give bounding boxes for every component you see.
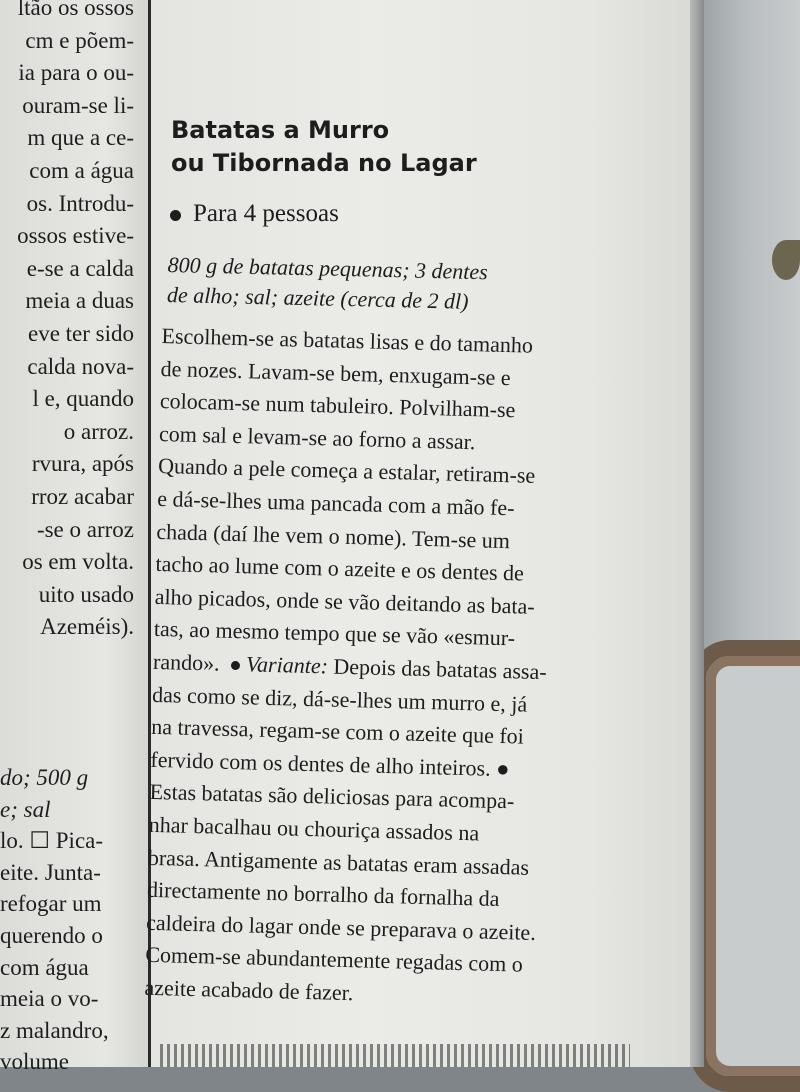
text-line: calda nova-	[27, 353, 134, 379]
variant-label: Variante:	[245, 651, 329, 679]
text-line: meia a duas	[25, 288, 134, 314]
text-line: fervido com os dentes de alho inteiros. ●	[150, 746, 510, 781]
text-line: das como se diz, dá-se-lhes um murro e, já	[151, 681, 528, 717]
bullet-icon	[231, 661, 240, 670]
text-line: lo. ☐ Pica-	[0, 828, 104, 854]
text-line: Comem-se abundantemente regadas com o	[145, 942, 524, 977]
left-column-bottom-text	[0, 762, 140, 1078]
text-line: e dá-se-lhes uma pancada com a mão fe-	[157, 485, 515, 521]
text-line: ouram-se li-	[22, 92, 134, 118]
text-line: uito usado	[38, 581, 134, 607]
serving-dish-photo	[690, 640, 800, 1092]
text-line: azeite acabado de fazer.	[144, 974, 354, 1006]
text-line: chada (daí lhe vem o nome). Tem-se um	[156, 518, 511, 553]
servings	[170, 200, 339, 228]
recipe-title-line1: Batatas a Murro	[171, 116, 390, 144]
text-line: ltão os ossos	[17, 0, 134, 20]
text-line: Estas batatas são deliciosas para acompa-	[149, 779, 515, 814]
ingredients	[167, 250, 608, 320]
variant-post: Depois das batatas assa-	[333, 653, 547, 685]
text-line: e-se a calda	[26, 255, 134, 281]
variant-pre: rando».	[152, 648, 220, 676]
text-line: refogar um	[0, 891, 102, 917]
text-line: directamente no borralho da fornalha da	[146, 876, 500, 912]
text-line: caldeira do lagar onde se preparava o azeite.	[145, 909, 537, 945]
text-line: querendo o	[0, 922, 103, 948]
text-line: nhar bacalhau ou chouriça assados na	[148, 811, 480, 846]
left-page	[0, 0, 150, 1075]
text-line: m que a ce-	[27, 125, 134, 151]
text-line: tacho ao lume com o azeite e os dentes de	[155, 551, 525, 586]
servings-text: Para 4 pessoas	[193, 200, 339, 227]
recipe-title-line2: ou Tibornada no Lagar	[171, 149, 477, 177]
recipe-instructions	[144, 320, 652, 1017]
text-line: rroz acabar	[31, 483, 134, 509]
text-line: na travessa, regam-se com o azeite que foi	[151, 713, 525, 749]
text-line: z malandro,	[0, 1017, 109, 1043]
page-ornament-border	[160, 1044, 630, 1067]
text-line: ossos estive-	[17, 223, 134, 249]
text-line: brasa. Antigamente as batatas eram assadas	[147, 844, 530, 880]
text-line: com a água	[29, 157, 134, 183]
text-line: eite. Junta-	[0, 859, 101, 885]
text-line: volume	[0, 1049, 69, 1075]
text-line: -se o arroz	[36, 516, 134, 542]
text-line: Azeméis).	[40, 614, 134, 640]
text-line: rvura, após	[31, 451, 134, 477]
text-line: com água	[0, 954, 89, 980]
text-line: alho picados, onde se vão deitando as bata-	[154, 583, 535, 619]
text-line: de nozes. Lavam-se bem, enxugam-se e	[160, 355, 511, 390]
text-line: eve ter sido	[27, 320, 134, 346]
leaf-decoration	[772, 240, 800, 280]
text-line: e; sal	[0, 796, 51, 822]
text-line: colocam-se num tabuleiro. Polvilham-se	[159, 388, 516, 423]
recipe-title	[171, 114, 477, 180]
text-line: os. Introdu-	[26, 190, 134, 216]
text-line: tas, ao mesmo tempo que se vão «esmur-	[153, 616, 516, 651]
left-column-top-text	[0, 0, 134, 644]
text-line: do; 500 g	[0, 765, 89, 790]
text-line: Escolhem-se as batatas lisas e do tamanho	[161, 322, 534, 358]
text-line: o arroz.	[63, 418, 134, 444]
ingredients-line2: de alho; sal; azeite (cerca de 2 dl)	[166, 281, 469, 314]
book-gutter	[690, 0, 704, 1067]
text-line: meia o vo-	[0, 986, 99, 1012]
text-line: l e, quando	[32, 386, 134, 412]
bullet-icon	[170, 210, 181, 221]
text-line: ia para o ou-	[18, 60, 134, 86]
ingredients-line1: 800 g de batatas pequenas; 3 dentes	[167, 251, 489, 285]
text-line: Quando a pele começa a estalar, retiram-se	[157, 453, 536, 489]
text-line: os em volta.	[22, 549, 134, 575]
text-line: cm e põem-	[25, 27, 134, 53]
text-line: com sal e levam-se ao forno a assar.	[158, 420, 476, 455]
